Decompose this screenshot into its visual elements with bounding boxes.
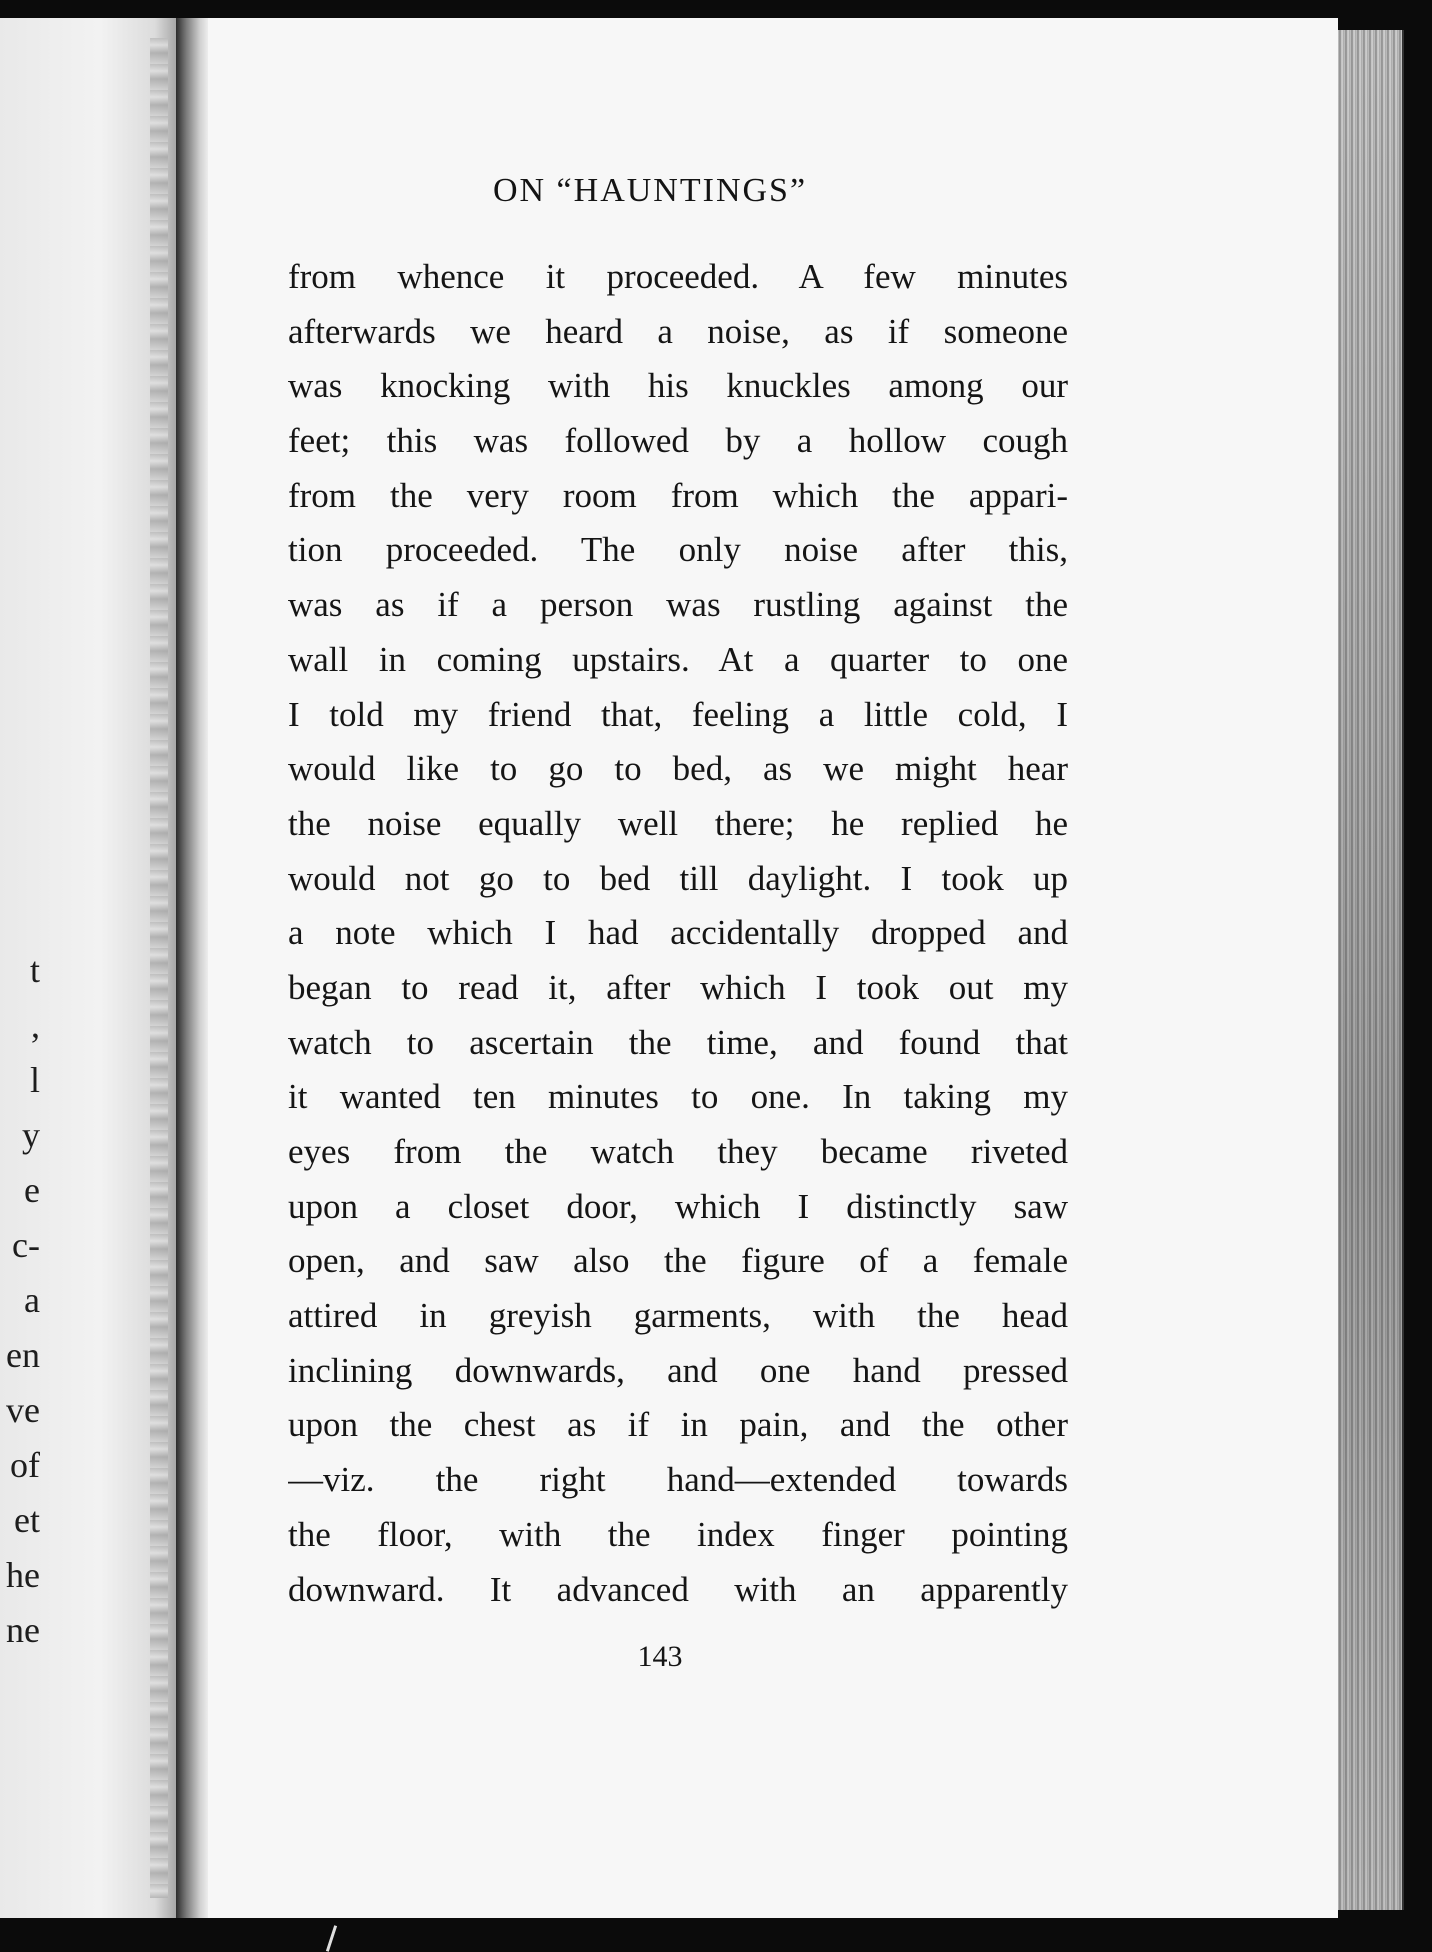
text-line: upon a closet door, which I distinctly saw [288, 1186, 1068, 1226]
fore-edge-shadow [1338, 30, 1402, 1910]
page-number: 143 [637, 1640, 683, 1673]
text-line: upon the chest as if in pain, and the other [288, 1405, 1068, 1445]
left-page-text-fragments [0, 943, 40, 1658]
text-line: began to read it, after which I took out my [288, 967, 1068, 1007]
left-fragment: l [29, 1060, 40, 1100]
book-gutter [176, 18, 210, 1918]
left-fragment: ne [6, 1610, 40, 1650]
text-line: eyes from the watch they became riveted [288, 1132, 1068, 1171]
text-line: open, and saw also the figure of a female [288, 1241, 1068, 1281]
text-line: would like to go to bed, as we might hear [288, 749, 1068, 789]
body-text [288, 250, 1068, 1617]
text-line: it wanted ten minutes to one. In taking my [288, 1077, 1068, 1117]
left-fragment: e [24, 1170, 40, 1210]
left-fragment: et [14, 1500, 40, 1540]
left-fragment: a [24, 1280, 40, 1320]
text-line: from the very room from which the appari- [288, 475, 1068, 515]
left-fragment: y [22, 1115, 40, 1155]
text-line: the floor, with the index finger pointing [288, 1514, 1068, 1554]
torn-page-edge [150, 38, 168, 1898]
left-fragment: he [6, 1555, 40, 1595]
left-fragment: ve [6, 1390, 40, 1430]
text-line: inclining downwards, and one hand pressed [288, 1350, 1068, 1390]
left-fragment: of [10, 1445, 40, 1485]
text-line: a note which I had accidentally dropped and [288, 913, 1068, 953]
text-line: afterwards we heard a noise, as if someone [288, 311, 1068, 351]
text-line: tion proceeded. The only noise after this, [288, 530, 1068, 570]
text-line: —viz. the right hand—extended towards [288, 1460, 1068, 1500]
text-line: I told my friend that, feeling a little cold, I [288, 694, 1068, 734]
left-fragment: c- [12, 1225, 40, 1265]
text-line: the noise equally well there; he replied he [288, 803, 1068, 843]
text-line: attired in greyish garments, with the head [288, 1296, 1068, 1336]
text-line: watch to ascertain the time, and found that [288, 1022, 1068, 1062]
left-page [0, 18, 183, 1918]
left-fragment: t [29, 950, 40, 990]
text-line: was as if a person was rustling against the [288, 585, 1068, 625]
text-line: wall in coming upstairs. At a quarter to one [288, 639, 1068, 679]
left-fragment: , [31, 1005, 40, 1045]
text-line: would not go to bed till daylight. I took up [288, 858, 1068, 898]
text-line: downward. It advanced with an apparently [288, 1569, 1068, 1609]
text-line: was knocking with his knuckles among our [288, 366, 1068, 406]
text-line: feet; this was followed by a hollow cough [288, 421, 1068, 461]
left-fragment: en [6, 1335, 40, 1375]
scan-artifact [326, 1925, 337, 1952]
running-head: ON “HAUNTINGS” [492, 172, 808, 209]
text-line: from whence it proceeded. A few minutes [288, 257, 1068, 296]
